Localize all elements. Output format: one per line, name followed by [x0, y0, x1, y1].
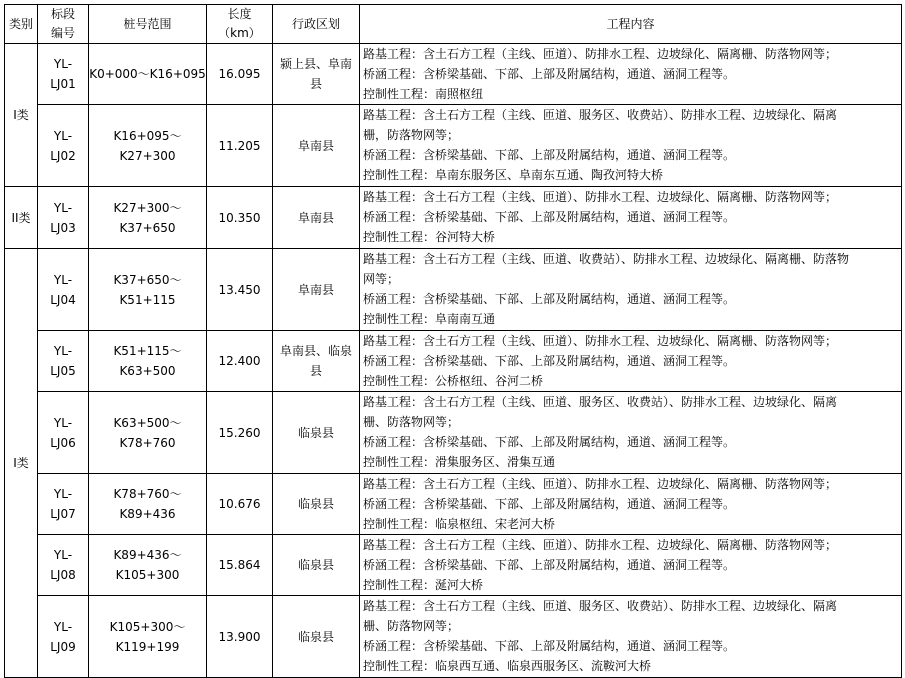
content-line: 网等； [363, 272, 400, 286]
content-line: 桥涵工程：含桥梁基础、下部、上部及附属结构，通道、涵洞工程等。 [363, 292, 736, 306]
content-line: 控制性工程：谷河特大桥 [363, 230, 496, 244]
chainage-end: K37+650 [119, 220, 176, 235]
content-line: 桥涵工程：含桥梁基础、下部、上部及附属结构，通道、涵洞工程等。 [363, 67, 736, 81]
section-id-cell [38, 596, 89, 678]
length-cell: 10.350 [207, 187, 273, 249]
section-id-cell [38, 331, 89, 392]
section-id-prefix: YL- [53, 415, 73, 430]
section-id-cell [38, 249, 89, 331]
district-cell [273, 535, 360, 596]
header-district: 行政区划 [273, 5, 360, 44]
content-line: 路基工程：含土石方工程（主线、匝道、服务区、收费站）、防排水工程、边坡绿化、隔离 [363, 395, 838, 409]
table-row [5, 474, 902, 535]
category-cell: I类 [5, 44, 38, 187]
chainage-end: K119+199 [115, 639, 180, 654]
header-section-no [38, 5, 89, 44]
content-line: 桥涵工程：含桥梁基础、下部、上部及附属结构，通道、涵洞工程等。 [363, 210, 736, 224]
district-line-1: 临泉县 [297, 558, 334, 572]
section-id-number: LJ07 [50, 507, 76, 521]
content-line: 栅，防落物网等； [363, 128, 460, 142]
table-row [5, 187, 902, 249]
chainage-text: K0+000～K16+095 [89, 67, 206, 81]
table-row [5, 331, 902, 392]
length-cell: 16.095 [207, 44, 273, 105]
content-line: 控制性工程：公桥枢纽、谷河二桥 [363, 374, 544, 388]
table-row [5, 535, 902, 596]
district-cell [273, 596, 360, 678]
content-line: 控制性工程：涎河大桥 [363, 578, 484, 592]
header-length [207, 5, 273, 44]
content-line: 路基工程：含土石方工程（主线、匝道）、防排水工程、边坡绿化、隔离栅、防落物网等； [363, 334, 838, 348]
section-id-number: LJ08 [50, 568, 76, 582]
section-id-prefix: YL- [53, 619, 73, 634]
chainage-start: K16+095～ [113, 128, 182, 143]
header-category: 类别 [5, 5, 38, 44]
district-cell [273, 331, 360, 392]
content-line: 控制性工程：南照枢纽 [363, 87, 484, 101]
table-row [5, 392, 902, 474]
table-row [5, 249, 902, 331]
content-line: 桥涵工程：含桥梁基础、下部、上部及附属结构，通道、涵洞工程等。 [363, 435, 736, 449]
chainage-start: K27+300～ [113, 200, 182, 215]
content-line: 路基工程：含土石方工程（主线、匝道）、防排水工程、边坡绿化、隔离栅、防落物网等； [363, 538, 838, 552]
chainage-end: K105+300 [115, 568, 180, 582]
district-line-1: 临泉县 [297, 629, 334, 644]
chainage-cell [89, 187, 207, 249]
project-table [4, 4, 902, 678]
content-line: 路基工程：含土石方工程（主线、匝道）、防排水工程、边坡绿化、隔离栅、防落物网等； [363, 477, 838, 491]
chainage-cell [89, 249, 207, 331]
section-id-cell [38, 187, 89, 249]
section-id-prefix: YL- [53, 57, 73, 71]
district-line-2: 县 [309, 364, 322, 378]
chainage-end: K51+115 [119, 292, 176, 307]
header-section-no-line-1: 标段 [50, 7, 75, 21]
district-line-1: 阜南县 [297, 210, 334, 225]
section-id-prefix: YL- [53, 548, 73, 562]
chainage-start: K63+500～ [113, 415, 182, 430]
content-line: 控制性工程：滑集服务区、滑集互通 [363, 455, 556, 469]
header-chainage: 桩号范围 [89, 5, 207, 44]
content-line: 控制性工程：阜南南互通 [363, 312, 496, 326]
chainage-cell [89, 596, 207, 678]
chainage-cell [89, 392, 207, 474]
table-row [5, 105, 902, 187]
content-line: 路基工程：含土石方工程（主线、匝道、收费站）、防排水工程、边坡绿化、隔离栅、防落物 [363, 252, 850, 266]
section-id-number: LJ09 [50, 639, 76, 654]
content-cell [360, 331, 902, 392]
table-row [5, 44, 902, 105]
header-section-no-line-2: 编号 [50, 26, 75, 40]
district-line-1: 颍上县、阜南 [279, 57, 352, 71]
district-cell [273, 187, 360, 249]
section-id-number: LJ04 [50, 292, 76, 307]
district-cell [273, 392, 360, 474]
content-line: 控制性工程：阜南东服务区、阜南东互通、陶孜河特大桥 [363, 168, 664, 182]
section-id-number: LJ01 [50, 77, 76, 91]
content-line: 桥涵工程：含桥梁基础、下部、上部及附属结构，通道、涵洞工程等。 [363, 497, 736, 511]
content-cell [360, 249, 902, 331]
chainage-cell [89, 44, 207, 105]
chainage-start: K105+300～ [109, 619, 186, 634]
chainage-cell [89, 105, 207, 187]
section-id-cell [38, 474, 89, 535]
content-line: 栅、防落物网等； [363, 619, 460, 633]
content-line: 路基工程：含土石方工程（主线、匝道）、防排水工程、边坡绿化、隔离栅、防落物网等； [363, 47, 838, 61]
content-cell [360, 392, 902, 474]
category-cell: II类 [5, 187, 38, 249]
chainage-cell [89, 535, 207, 596]
section-id-prefix: YL- [53, 272, 73, 287]
section-id-prefix: YL- [53, 200, 73, 215]
district-cell [273, 44, 360, 105]
chainage-start: K51+115～ [113, 344, 182, 358]
length-cell: 11.205 [207, 105, 273, 187]
length-cell: 12.400 [207, 331, 273, 392]
section-id-prefix: YL- [53, 344, 73, 358]
section-id-cell [38, 105, 89, 187]
district-line-1: 阜南县 [297, 138, 334, 153]
chainage-end: K78+760 [119, 435, 176, 450]
district-line-1: 阜南县、临泉 [279, 344, 352, 358]
content-line: 路基工程：含土石方工程（主线、匝道）、防排水工程、边坡绿化、隔离栅、防落物网等； [363, 190, 838, 204]
district-line-1: 临泉县 [297, 425, 334, 440]
content-line: 路基工程：含土石方工程（主线、匝道、服务区、收费站）、防排水工程、边坡绿化、隔离 [363, 108, 838, 122]
content-line: 路基工程：含土石方工程（主线、匝道、服务区、收费站）、防排水工程、边坡绿化、隔离 [363, 599, 838, 613]
district-line-2: 县 [309, 77, 322, 91]
section-id-number: LJ02 [50, 148, 76, 163]
length-cell: 13.900 [207, 596, 273, 678]
table-row [5, 596, 902, 678]
district-line-1: 临泉县 [297, 497, 334, 511]
section-id-prefix: YL- [53, 487, 73, 501]
content-line: 控制性工程：临泉枢纽、宋老河大桥 [363, 517, 556, 531]
content-line: 桥涵工程：含桥梁基础、下部、上部及附属结构，通道、涵洞工程等。 [363, 354, 736, 368]
length-cell: 15.864 [207, 535, 273, 596]
length-cell: 10.676 [207, 474, 273, 535]
content-cell [360, 44, 902, 105]
chainage-cell [89, 474, 207, 535]
chainage-start: K78+760～ [113, 487, 182, 501]
length-cell: 15.260 [207, 392, 273, 474]
district-cell [273, 474, 360, 535]
chainage-start: K37+650～ [113, 272, 182, 287]
district-cell [273, 249, 360, 331]
section-id-prefix: YL- [53, 128, 73, 143]
content-cell [360, 105, 902, 187]
category-cell: I类 [5, 249, 38, 678]
content-line: 栅、防落物网等； [363, 415, 460, 429]
section-id-number: LJ06 [50, 435, 76, 450]
chainage-end: K27+300 [119, 148, 176, 163]
header-content: 工程内容 [360, 5, 902, 44]
district-line-1: 阜南县 [297, 282, 334, 297]
section-id-cell [38, 44, 89, 105]
chainage-start: K89+436～ [113, 548, 182, 562]
section-id-cell [38, 535, 89, 596]
content-line: 桥涵工程：含桥梁基础、下部、上部及附属结构，通道、涵洞工程等。 [363, 639, 736, 653]
chainage-end: K89+436 [119, 507, 176, 521]
content-line: 控制性工程：临泉西互通、临泉西服务区、流鞍河大桥 [363, 659, 652, 673]
header-row [5, 5, 902, 44]
content-line: 桥涵工程：含桥梁基础、下部、上部及附属结构，通道、涵洞工程等。 [363, 148, 736, 162]
content-line: 桥涵工程：含桥梁基础、下部、上部及附属结构，通道、涵洞工程等。 [363, 558, 736, 572]
section-id-number: LJ05 [50, 364, 76, 378]
content-cell [360, 596, 902, 678]
content-cell [360, 187, 902, 249]
section-id-number: LJ03 [50, 220, 76, 235]
header-length-line-2: （km） [218, 26, 261, 40]
length-cell: 13.450 [207, 249, 273, 331]
chainage-end: K63+500 [119, 364, 176, 378]
content-cell [360, 535, 902, 596]
section-id-cell [38, 392, 89, 474]
header-length-line-1: 长度 [227, 7, 252, 21]
content-cell [360, 474, 902, 535]
chainage-cell [89, 331, 207, 392]
district-cell [273, 105, 360, 187]
